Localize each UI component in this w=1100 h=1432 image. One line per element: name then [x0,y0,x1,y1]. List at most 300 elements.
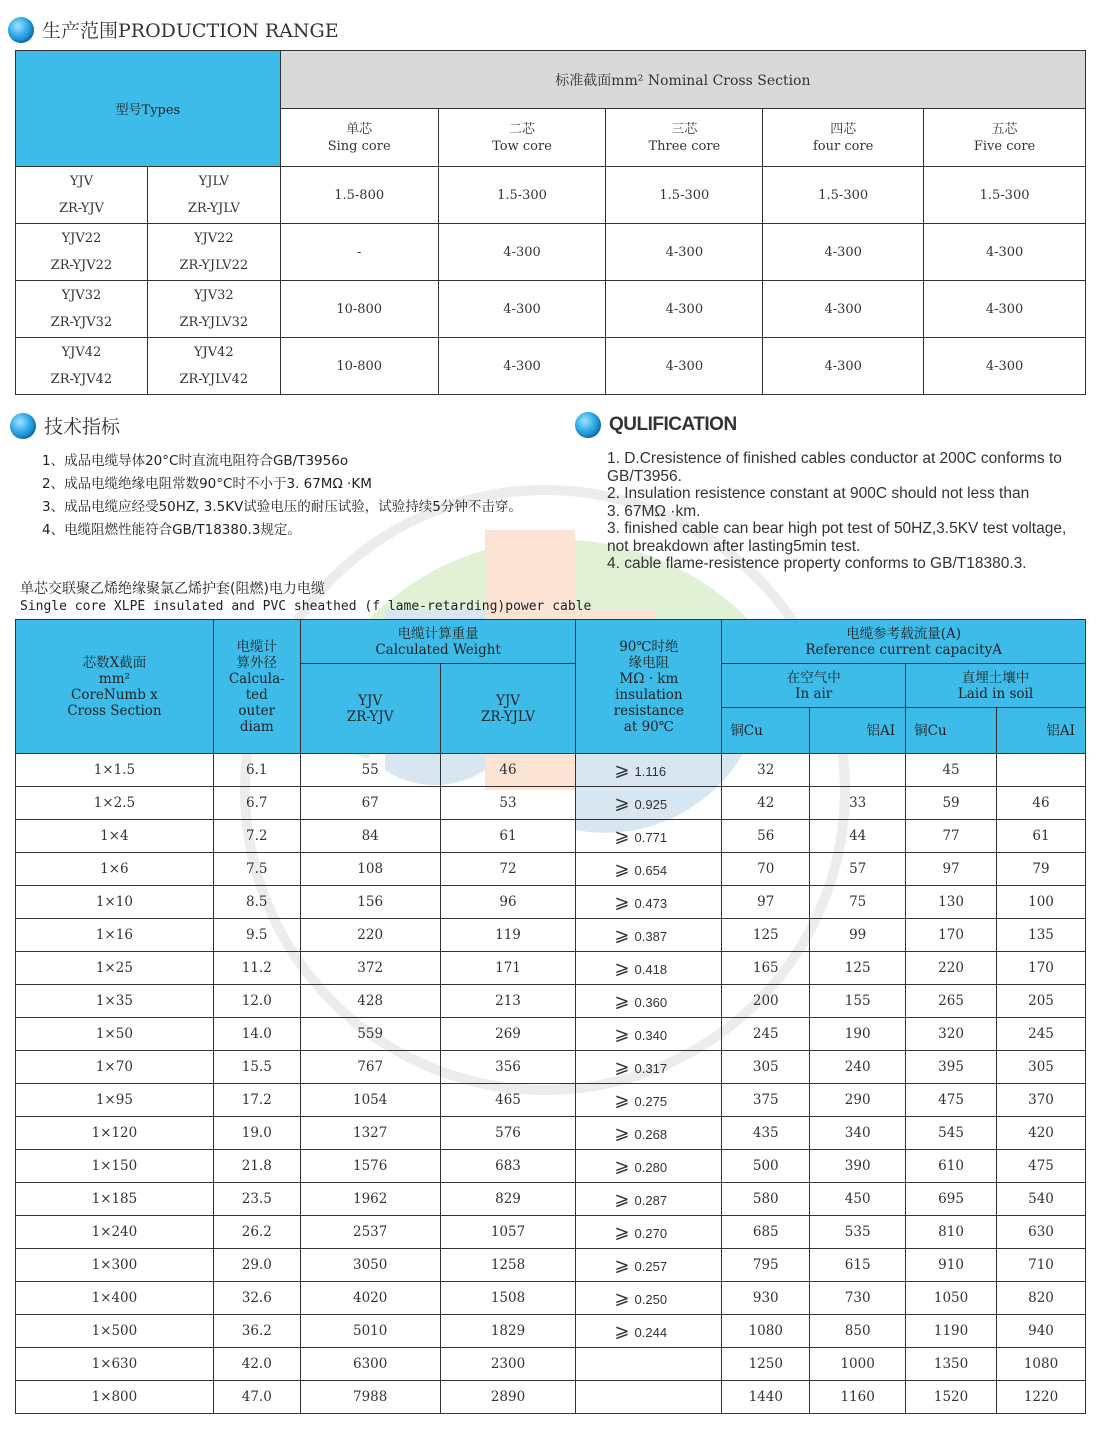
air-cu-cell: 685 [722,1216,810,1249]
resistance-value: 0.280 [634,1159,668,1175]
soil-al-cell: 79 [997,853,1086,886]
core-section-cell: 1×500 [16,1315,214,1348]
weight-yjlv-cell: 1057 [440,1216,576,1249]
range-value-cell: 4-300 [763,338,924,395]
core-header-5: 五芯 Five core [924,109,1086,167]
air-cu-cell: 435 [722,1117,810,1150]
diameter-cell: 42.0 [213,1348,300,1381]
diameter-cell: 15.5 [213,1051,300,1084]
type-cu-cell: YJV32 ZR-YJV32 [16,281,148,338]
air-al-cell: 850 [810,1315,906,1348]
soil-cu-cell: 220 [906,952,997,985]
core-header-3: 三芯 Three core [606,109,763,167]
core-section-cell: 1×70 [16,1051,214,1084]
cable-row [16,853,1086,886]
soil-al-cell: 61 [997,820,1086,853]
soil-al-cell: 100 [997,886,1086,919]
resistance-cell [576,853,722,886]
ge-symbol: ⩾ [614,1023,635,1044]
soil-cu-cell: 320 [906,1018,997,1051]
outer-diameter-header: 电缆计 算外径 Calcula- ted outer diam [213,620,300,754]
diameter-cell: 9.5 [213,919,300,952]
soil-al-cell: 1220 [997,1381,1086,1414]
ge-symbol: ⩾ [614,990,635,1011]
resistance-value: 0.771 [634,829,668,845]
diameter-cell: 11.2 [213,952,300,985]
air-al-cell: 730 [810,1282,906,1315]
range-value-cell: 4-300 [438,281,606,338]
caption-cn: 单芯交联聚乙烯绝缘聚氯乙烯护套(阻燃)电力电缆 [20,581,325,597]
air-al-cell: 340 [810,1117,906,1150]
air-al-cell: 240 [810,1051,906,1084]
range-value-cell: 4-300 [606,224,763,281]
diameter-cell: 7.2 [213,820,300,853]
air-cu-cell: 97 [722,886,810,919]
weight-yjlv-cell: 683 [440,1150,576,1183]
ge-symbol: ⩾ [614,1122,635,1143]
diameter-cell: 17.2 [213,1084,300,1117]
resistance-value: 0.925 [634,796,668,812]
range-value-cell: 1.5-300 [438,167,606,224]
resistance-cell [576,1117,722,1150]
range-value-cell: 4-300 [763,224,924,281]
ge-symbol: ⩾ [614,1155,635,1176]
ge-symbol: ⩾ [614,1254,635,1275]
air-al-cell: 155 [810,985,906,1018]
core-section-cell: 1×16 [16,919,214,952]
ge-symbol: ⩾ [614,1287,635,1308]
resistance-cell [576,886,722,919]
soil-cu-cell: 1050 [906,1282,997,1315]
weight-yjv-cell: 7988 [300,1381,440,1414]
weight-yjv-cell: 156 [300,886,440,919]
resistance-cell [576,952,722,985]
range-value-cell: 10-800 [280,338,438,395]
soil-cu-cell: 695 [906,1183,997,1216]
ge-symbol: ⩾ [614,1056,635,1077]
resistance-value: 0.268 [634,1126,668,1142]
range-value-cell: 4-300 [438,338,606,395]
soil-al-cell: 630 [997,1216,1086,1249]
resistance-value: 0.387 [634,928,668,944]
weight-yjlv-cell: 269 [440,1018,576,1051]
cable-row [16,1183,1086,1216]
range-value-cell: 4-300 [763,281,924,338]
soil-al-cell: 540 [997,1183,1086,1216]
diameter-cell: 36.2 [213,1315,300,1348]
resistance-cell [576,1150,722,1183]
ge-symbol: ⩾ [614,1320,635,1341]
tech-spec-list-en [607,450,1082,573]
soil-al-cell: 170 [997,952,1086,985]
air-al-cell: 450 [810,1183,906,1216]
weight-yjlv-cell: 2890 [440,1381,576,1414]
table-caption [20,578,591,614]
air-al-cell: 57 [810,853,906,886]
soil-al-header: 铝AI [997,708,1086,754]
soil-al-cell: 940 [997,1315,1086,1348]
cable-row [16,919,1086,952]
bullet-icon [8,17,34,43]
ge-symbol: ⩾ [614,1089,635,1110]
range-value-cell: 1.5-300 [763,167,924,224]
soil-al-cell: 245 [997,1018,1086,1051]
air-al-cell: 99 [810,919,906,952]
range-row [16,281,1086,338]
cable-row [16,1282,1086,1315]
range-value-cell: - [280,224,438,281]
weight-yjv-cell: 1327 [300,1117,440,1150]
air-cu-header: 铜Cu [722,708,810,754]
weight-yjv-cell: 84 [300,820,440,853]
soil-cu-cell: 475 [906,1084,997,1117]
resistance-cell [576,787,722,820]
soil-cu-cell: 265 [906,985,997,1018]
range-row [16,338,1086,395]
bullet-icon [10,413,36,439]
bullet-icon [575,412,601,438]
resistance-value: 0.287 [634,1192,668,1208]
insulation-resistance-header: 90℃时绝 缘电阻 MΩ · km insulation resistance at 90℃ [576,620,722,754]
cable-row [16,1348,1086,1381]
tech-item-en: 3. finished cable can bear high pot test of 50HZ,3.5KV test voltage, not breakdown after lasting5min test. [607,520,1067,555]
core-section-cell: 1×800 [16,1381,214,1414]
core-section-cell: 1×630 [16,1348,214,1381]
current-capacity-header: 电缆参考载流量(A) Reference current capacityA [722,620,1086,664]
resistance-value: 0.270 [634,1225,668,1241]
range-value-cell: 10-800 [280,281,438,338]
cable-row [16,820,1086,853]
ge-symbol: ⩾ [614,825,635,846]
weight-yjv-cell: 4020 [300,1282,440,1315]
air-al-cell: 290 [810,1084,906,1117]
soil-cu-cell: 170 [906,919,997,952]
weight-yjlv-cell: 465 [440,1084,576,1117]
diameter-cell: 6.1 [213,754,300,787]
core-section-cell: 1×10 [16,886,214,919]
types-header: 型号Types [16,51,281,167]
type-al-cell: YJV22 ZR-YJLV22 [147,224,280,281]
ge-symbol: ⩾ [614,924,635,945]
weight-yjv-cell: 3050 [300,1249,440,1282]
core-section-cell: 1×2.5 [16,787,214,820]
resistance-cell [576,1216,722,1249]
diameter-cell: 8.5 [213,886,300,919]
range-value-cell: 4-300 [606,338,763,395]
range-value-cell: 4-300 [606,281,763,338]
diameter-cell: 14.0 [213,1018,300,1051]
tech-spec-list-cn [42,450,522,542]
resistance-cell [576,1282,722,1315]
tech-item-cn: 3、成品电缆应经受50HZ, 3.5KV试验电压的耐压试验，试验持续5分钟不击穿。 [42,499,522,515]
ge-symbol: ⩾ [614,792,635,813]
type-al-cell: YJV42 ZR-YJLV42 [147,338,280,395]
soil-al-cell: 135 [997,919,1086,952]
in-soil-header: 直埋土壤中 Laid in soil [906,664,1086,708]
section-title: 技术指标 [44,416,121,438]
weight-yjv-header: YJV ZR-YJV [300,664,440,754]
soil-al-cell: 370 [997,1084,1086,1117]
cable-row [16,754,1086,787]
resistance-cell [576,1084,722,1117]
in-air-header: 在空气中 In air [722,664,906,708]
core-section-cell: 1×185 [16,1183,214,1216]
resistance-value: 0.244 [634,1324,668,1340]
air-al-cell: 33 [810,787,906,820]
resistance-value: 1.116 [634,763,667,779]
diameter-cell: 32.6 [213,1282,300,1315]
diameter-cell: 6.7 [213,787,300,820]
ge-symbol: ⩾ [614,858,635,879]
nominal-section-header: 标准截面mm² Nominal Cross Section [280,51,1085,109]
core-section-cell: 1×300 [16,1249,214,1282]
resistance-cell [576,1183,722,1216]
air-cu-cell: 32 [722,754,810,787]
core-section-cell: 1×150 [16,1150,214,1183]
weight-yjv-cell: 220 [300,919,440,952]
diameter-cell: 26.2 [213,1216,300,1249]
resistance-cell [576,919,722,952]
tech-item-en: 3. 67MΩ ·km. [607,502,701,520]
soil-cu-cell: 545 [906,1117,997,1150]
air-al-cell: 190 [810,1018,906,1051]
tech-item-cn: 4、电缆阻燃性能符合GB/T18380.3规定。 [42,522,301,538]
air-cu-cell: 375 [722,1084,810,1117]
type-al-cell: YJV32 ZR-YJLV32 [147,281,280,338]
cable-row [16,952,1086,985]
weight-yjv-cell: 1054 [300,1084,440,1117]
weight-yjlv-cell: 72 [440,853,576,886]
cable-row [16,1315,1086,1348]
range-value-cell: 1.5-300 [606,167,763,224]
type-cu-cell: YJV ZR-YJV [16,167,148,224]
cable-row [16,787,1086,820]
range-value-cell: 4-300 [924,281,1086,338]
soil-al-cell: 475 [997,1150,1086,1183]
tech-item-en: 4. cable flame-resistence property conforms to GB/T18380.3. [607,555,1027,572]
diameter-cell: 29.0 [213,1249,300,1282]
soil-cu-cell: 1520 [906,1381,997,1414]
weight-yjv-cell: 55 [300,754,440,787]
resistance-value: 0.473 [634,895,668,911]
air-cu-cell: 305 [722,1051,810,1084]
soil-cu-cell: 77 [906,820,997,853]
air-cu-cell: 795 [722,1249,810,1282]
type-cu-cell: YJV42 ZR-YJV42 [16,338,148,395]
soil-al-cell: 710 [997,1249,1086,1282]
weight-yjlv-cell: 53 [440,787,576,820]
core-section-cell: 1×400 [16,1282,214,1315]
air-al-cell: 125 [810,952,906,985]
production-range-table [15,50,1086,395]
weight-yjlv-cell: 1508 [440,1282,576,1315]
cable-row [16,1051,1086,1084]
core-section-cell: 1×25 [16,952,214,985]
core-section-cell: 1×120 [16,1117,214,1150]
range-row [16,167,1086,224]
weight-yjv-cell: 559 [300,1018,440,1051]
core-header-1: 单芯 Sing core [280,109,438,167]
core-section-cell: 1×50 [16,1018,214,1051]
weight-yjv-cell: 67 [300,787,440,820]
weight-yjv-cell: 767 [300,1051,440,1084]
cable-row [16,1381,1086,1414]
resistance-value: 0.317 [634,1060,668,1076]
soil-cu-cell: 97 [906,853,997,886]
soil-cu-cell: 910 [906,1249,997,1282]
weight-yjlv-cell: 171 [440,952,576,985]
weight-yjlv-cell: 829 [440,1183,576,1216]
core-section-cell: 1×4 [16,820,214,853]
range-value-cell: 4-300 [438,224,606,281]
air-cu-cell: 580 [722,1183,810,1216]
resistance-cell [576,985,722,1018]
air-al-cell: 44 [810,820,906,853]
soil-cu-cell: 45 [906,754,997,787]
core-section-cell: 1×1.5 [16,754,214,787]
soil-cu-cell: 810 [906,1216,997,1249]
ge-symbol: ⩾ [614,1221,635,1242]
ge-symbol: ⩾ [614,891,635,912]
weight-yjlv-cell: 119 [440,919,576,952]
air-cu-cell: 1250 [722,1348,810,1381]
resistance-cell [576,1348,722,1381]
air-cu-cell: 42 [722,787,810,820]
weight-yjv-cell: 372 [300,952,440,985]
weight-yjlv-cell: 213 [440,985,576,1018]
resistance-cell [576,1018,722,1051]
section-title: 生产范围PRODUCTION RANGE [42,20,339,42]
section-qualification [575,412,737,438]
weight-yjlv-header: YJV ZR-YJLV [440,664,576,754]
range-value-cell: 4-300 [924,338,1086,395]
weight-yjlv-cell: 1258 [440,1249,576,1282]
resistance-cell [576,1051,722,1084]
soil-cu-cell: 1190 [906,1315,997,1348]
weight-yjv-cell: 428 [300,985,440,1018]
weight-yjv-cell: 108 [300,853,440,886]
air-al-cell: 1000 [810,1348,906,1381]
weight-yjv-cell: 1962 [300,1183,440,1216]
ge-symbol: ⩾ [614,957,635,978]
air-al-cell: 535 [810,1216,906,1249]
tech-item-en: 2. Insulation resistence constant at 900C should not less than [607,485,1030,502]
core-section-cell: 1×240 [16,1216,214,1249]
weight-yjlv-cell: 61 [440,820,576,853]
resistance-value: 0.418 [634,961,668,977]
diameter-cell: 12.0 [213,985,300,1018]
soil-cu-cell: 59 [906,787,997,820]
range-value-cell: 1.5-300 [924,167,1086,224]
diameter-cell: 7.5 [213,853,300,886]
cable-row [16,886,1086,919]
range-row [16,224,1086,281]
diameter-cell: 19.0 [213,1117,300,1150]
diameter-cell: 21.8 [213,1150,300,1183]
weight-yjlv-cell: 2300 [440,1348,576,1381]
air-al-cell [810,754,906,787]
tech-item-en: 1. D.Cresistence of finished cables conductor at 200C conforms to GB/T3956. [607,450,1062,485]
section-tech-index [10,412,120,439]
air-cu-cell: 200 [722,985,810,1018]
soil-al-cell: 1080 [997,1348,1086,1381]
ge-symbol: ⩾ [614,759,635,780]
caption-en: Single core XLPE insulated and PVC sheathed (f lame-retarding)power cable [20,599,592,614]
resistance-cell [576,1249,722,1282]
resistance-value: 0.654 [634,862,668,878]
soil-cu-cell: 1350 [906,1348,997,1381]
resistance-value: 0.275 [634,1093,668,1109]
weight-yjlv-cell: 1829 [440,1315,576,1348]
resistance-value: 0.340 [634,1027,668,1043]
air-al-cell: 1160 [810,1381,906,1414]
tech-item-cn: 2、成品电缆绝缘电阻常数90°C时不小于3. 67MΩ ·KM [42,476,372,492]
weight-yjlv-cell: 96 [440,886,576,919]
range-value-cell: 1.5-800 [280,167,438,224]
soil-cu-cell: 395 [906,1051,997,1084]
resistance-cell [576,1381,722,1414]
weight-header: 电缆计算重量 Calculated Weight [300,620,576,664]
soil-al-cell: 205 [997,985,1086,1018]
ge-symbol: ⩾ [614,1188,635,1209]
single-core-cable-table [15,619,1086,1414]
resistance-cell [576,1315,722,1348]
air-cu-cell: 70 [722,853,810,886]
cable-row [16,985,1086,1018]
diameter-cell: 23.5 [213,1183,300,1216]
soil-al-cell: 420 [997,1117,1086,1150]
weight-yjv-cell: 2537 [300,1216,440,1249]
core-section-cell: 1×95 [16,1084,214,1117]
weight-yjlv-cell: 46 [440,754,576,787]
resistance-cell [576,820,722,853]
core-header-4: 四芯 four core [763,109,924,167]
resistance-cell [576,754,722,787]
air-cu-cell: 1080 [722,1315,810,1348]
diameter-cell: 47.0 [213,1381,300,1414]
resistance-value: 0.360 [634,994,668,1010]
air-al-cell: 390 [810,1150,906,1183]
air-al-cell: 75 [810,886,906,919]
weight-yjv-cell: 1576 [300,1150,440,1183]
weight-yjlv-cell: 576 [440,1117,576,1150]
core-section-cell: 1×6 [16,853,214,886]
section-production-range [8,16,339,43]
soil-al-cell [997,754,1086,787]
core-section-cell: 1×35 [16,985,214,1018]
air-cu-cell: 1440 [722,1381,810,1414]
cable-row [16,1150,1086,1183]
cable-row [16,1216,1086,1249]
air-cu-cell: 500 [722,1150,810,1183]
soil-al-cell: 46 [997,787,1086,820]
soil-al-cell: 820 [997,1282,1086,1315]
air-cu-cell: 56 [722,820,810,853]
cable-row [16,1018,1086,1051]
core-header-2: 二芯 Tow core [438,109,606,167]
resistance-value: 0.250 [634,1291,668,1307]
air-al-header: 铝AI [810,708,906,754]
type-al-cell: YJLV ZR-YJLV [147,167,280,224]
air-cu-cell: 165 [722,952,810,985]
soil-cu-cell: 130 [906,886,997,919]
tech-item-cn: 1、成品电缆导体20°C时直流电阻符合GB/T3956o [42,453,349,469]
resistance-value: 0.257 [634,1258,668,1274]
weight-yjlv-cell: 356 [440,1051,576,1084]
cable-row [16,1084,1086,1117]
range-value-cell: 4-300 [924,224,1086,281]
air-cu-cell: 245 [722,1018,810,1051]
